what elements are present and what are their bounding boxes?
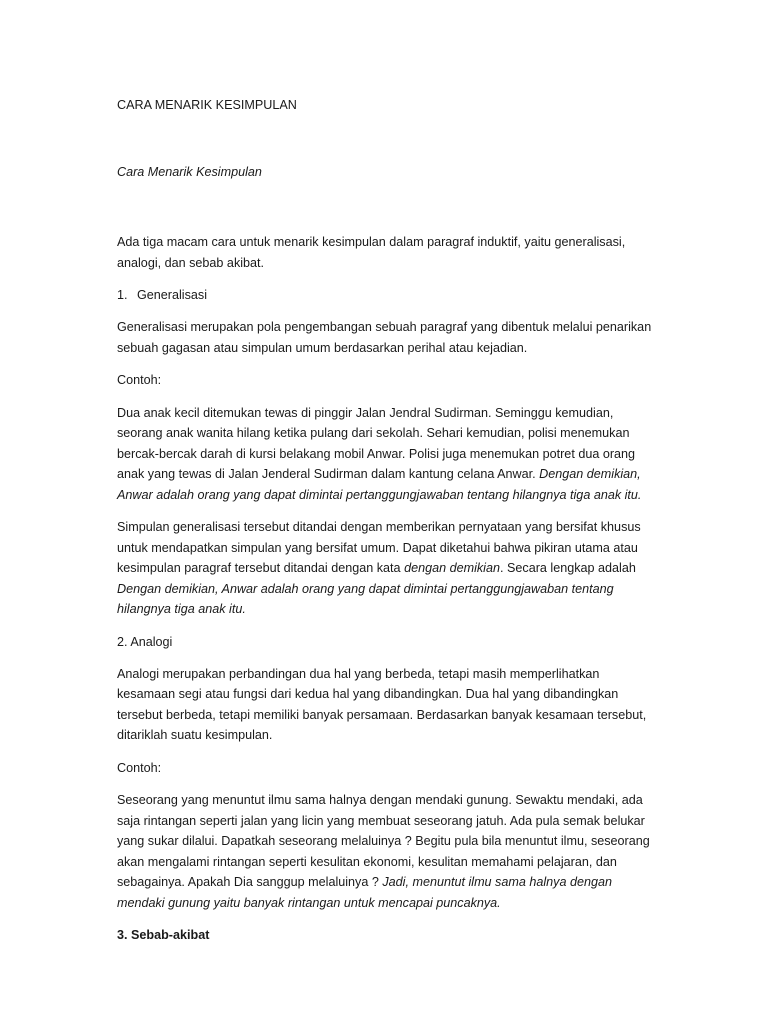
generalisasi-example: [117, 403, 656, 506]
section-number: 2.: [117, 634, 128, 649]
section-heading-sebab-akibat: [117, 925, 656, 945]
generalisasi-explanation: [117, 517, 656, 620]
document-title: CARA MENARIK KESIMPULAN: [117, 98, 297, 112]
analogi-definition: Analogi merupakan perbandingan dua hal yang berbeda, tetapi masih memperlihatkan kesamaan segi atau fungsi dari kedua hal yang dibandingkan. Dua hal yang dibandingkan tersebut berbeda, tetapi memiliki banyak persamaan. Berdasarkan banyak kesamaan tersebut, ditariklah suatu kesimpulan.: [117, 666, 647, 742]
section-heading-analogi: [117, 632, 656, 652]
section-number: 1.: [117, 288, 128, 302]
document-subtitle: Cara Menarik Kesimpulan: [117, 165, 262, 179]
section-title: Generalisasi: [137, 288, 207, 302]
analogi-example-label: Contoh:: [117, 760, 162, 775]
example-text: Seseorang yang menuntut ilmu sama halnya dengan mendaki gunung. Sewaktu mendaki, ada saja rintangan seperti jalan yang licin yang membuat seseorang jatuh. Ada pula semak belukar yang sukar dilalui. Dapatkah seseorang melaluinya ? Begitu pula bila menuntut ilmu, seseorang akan mengalami rintangan seperti kesulitan ekonomi, kesulitan memahami pelajaran, dan sebagainya. Apakah Dia sanggup melaluinya ?: [117, 793, 650, 889]
section-number: 3.: [117, 928, 128, 942]
explanation-quote: Dengan demikian, Anwar adalah orang yang dapat dimintai pertanggungjawaban tentang hilangnya tiga anak itu.: [117, 581, 614, 616]
example-conclusion: Jadi, menuntut ilmu sama halnya dengan mendaki gunung yaitu banyak rintangan untuk mencapai puncaknya.: [117, 875, 612, 910]
explanation-text-2: . Secara lengkap adalah: [500, 561, 636, 575]
analogi-example: [117, 790, 656, 913]
example-conclusion: Dengan demikian, Anwar adalah orang yang dapat dimintai pertanggungjawaban tentang hilangnya tiga anak itu.: [117, 467, 642, 502]
section-title: Analogi: [130, 634, 173, 649]
explanation-keyword: dengan demikian: [404, 561, 500, 575]
section-heading-generalisasi: [117, 285, 656, 305]
example-text: Dua anak kecil ditemukan tewas di pinggir Jalan Jendral Sudirman. Seminggu kemudian, seorang anak wanita hilang ketika pulang dari sekolah. Sehari kemudian, polisi menemukan bercak-bercak darah di kursi belakang mobil Anwar. Polisi juga menemukan potret dua orang anak yang tewas di Jalan Jenderal Sudirman dalam kantung celana Anwar.: [117, 405, 636, 481]
generalisasi-definition: Generalisasi merupakan pola pengembangan sebuah paragraf yang dibentuk melalui penarikan sebuah gagasan atau simpulan umum berdasarkan perihal atau kejadian.: [117, 320, 652, 355]
explanation-text: Simpulan generalisasi tersebut ditandai dengan memberikan pernyataan yang bersifat khusus untuk mendapatkan simpulan yang bersifat umum. Dapat diketahui bahwa pikiran utama atau kesimpulan paragraf tersebut ditandai dengan kata: [117, 520, 641, 575]
section-title: Sebab-akibat: [131, 928, 210, 942]
intro-paragraph: Ada tiga macam cara untuk menarik kesimpulan dalam paragraf induktif, yaitu generalisasi, analogi, dan sebab akibat.: [117, 235, 626, 270]
generalisasi-example-label: Contoh:: [117, 373, 162, 387]
